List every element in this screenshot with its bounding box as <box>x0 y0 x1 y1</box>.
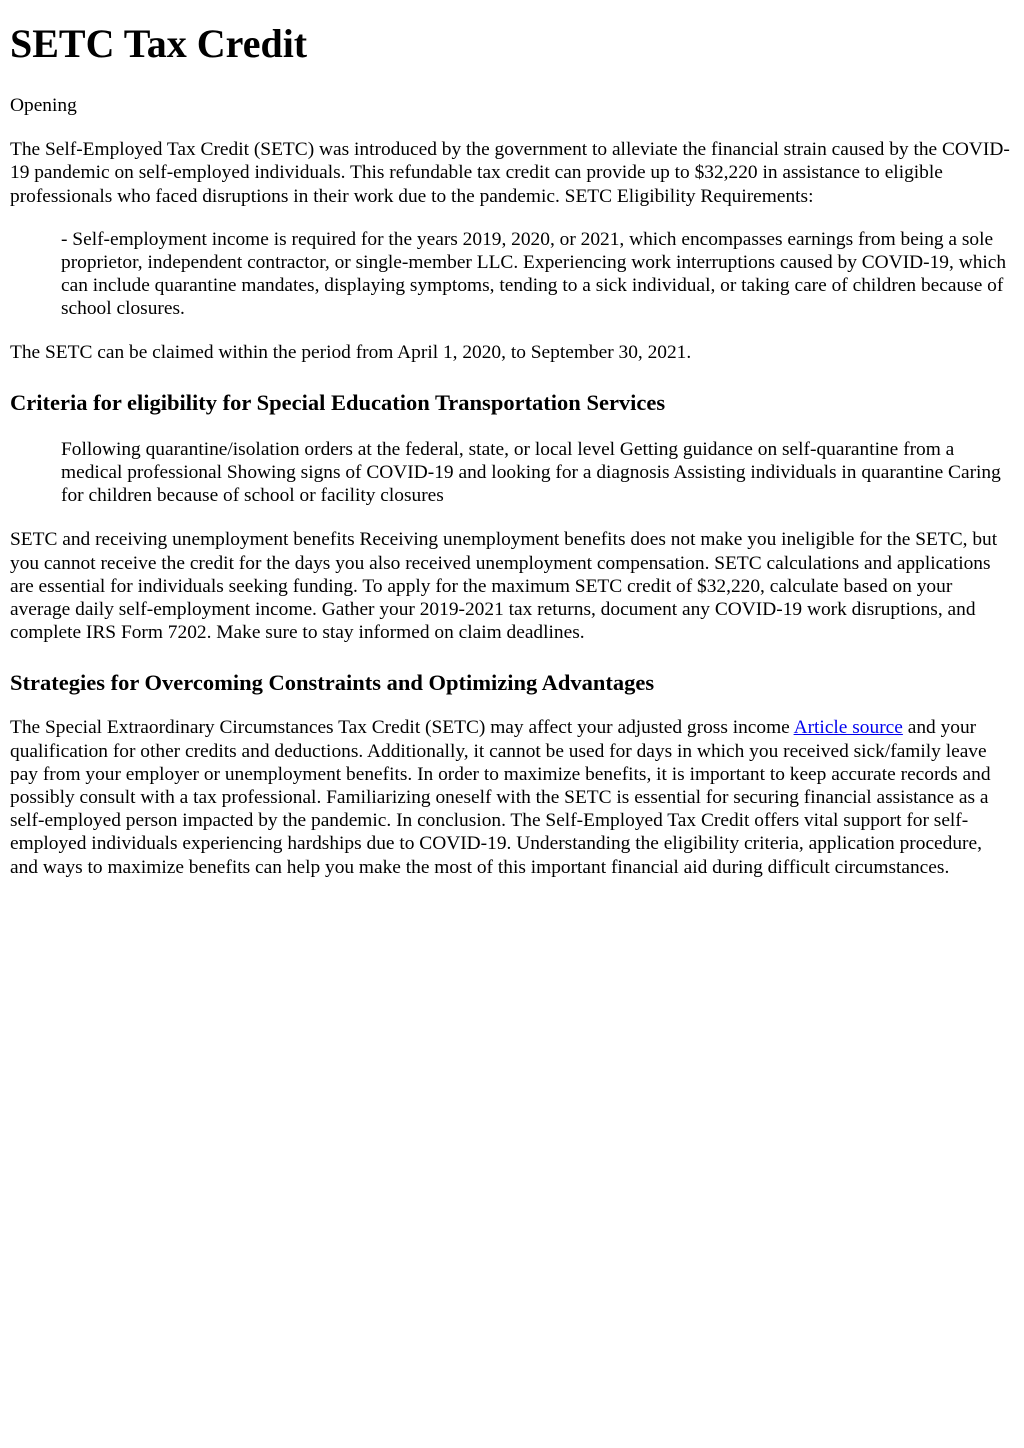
claim-period-paragraph: The SETC can be claimed within the period from April 1, 2020, to September 30, 2021. <box>10 341 692 363</box>
opening-label: Opening <box>10 95 77 116</box>
strategies-text-before-link: The Special Extraordinary Circumstances Tax Credit (SETC) may affect your adjusted gross income <box>10 717 794 739</box>
unemployment-paragraph: SETC and receiving unemployment benefits Receiving unemployment benefits does not make you ineligible for the SETC, but you cannot receive the credit for the days you also received unemployment compensation. SETC calculations and applications are essential for individuals seeking funding. To apply for the maximum SETC credit of $32,220, calculate based on your average daily self-employment income. Gather your 2019-2021 tax returns, document any COVID-19 work disruptions, and complete IRS Form 7202. Make sure to stay informed on claim deadlines. <box>10 529 998 644</box>
requirements-blockquote: - Self-employment income is required for the years 2019, 2020, or 2021, which encompasses earnings from being a sole proprietor, independent contractor, or single-member LLC. Experiencing work interruptions caused by COVID-19, which can include quarantine mandates, displaying symptoms, tending to a sick individual, or taking care of children because of school closures. <box>61 228 1007 320</box>
strategies-paragraph <box>10 716 1014 878</box>
criteria-heading: Criteria for eligibility for Special Education Transportation Services <box>10 389 666 415</box>
criteria-blockquote: Following quarantine/isolation orders at the federal, state, or local level Getting guidance on self-quarantine from a medical professional Showing signs of COVID-19 and looking for a diagnosis Assisting individuals in quarantine Caring for children because of school or facility closures <box>61 438 1001 507</box>
intro-paragraph: The Self-Employed Tax Credit (SETC) was introduced by the government to alleviate the financial strain caused by the COVID-19 pandemic on self-employed individuals. This refundable tax credit can provide up to $32,220 in assistance to eligible professionals who faced disruptions in their work due to the pandemic. SETC Eligibility Requirements: <box>10 139 1010 207</box>
page-title: SETC Tax Credit <box>10 21 308 66</box>
strategies-text-after-link: and your qualification for other credits and deductions. Additionally, it cannot be used for days in which you received sick/family leave pay from your employer or unemployment benefits. In order to maximize benefits, it is important to keep accurate records and possibly consult with a tax professional. Familiarizing oneself with the SETC is essential for securing financial assistance as a self-employed person impacted by the pandemic. In conclusion. The Self-Employed Tax Credit offers vital support for self-employed individuals experiencing hardships due to COVID-19. Understanding the eligibility criteria, application procedure, and ways to maximize benefits can help you make the most of this important financial aid during difficult circumstances. <box>10 717 991 878</box>
strategies-heading: Strategies for Overcoming Constraints and Optimizing Advantages <box>10 670 655 696</box>
article-source-link[interactable]: Article source <box>793 717 903 739</box>
